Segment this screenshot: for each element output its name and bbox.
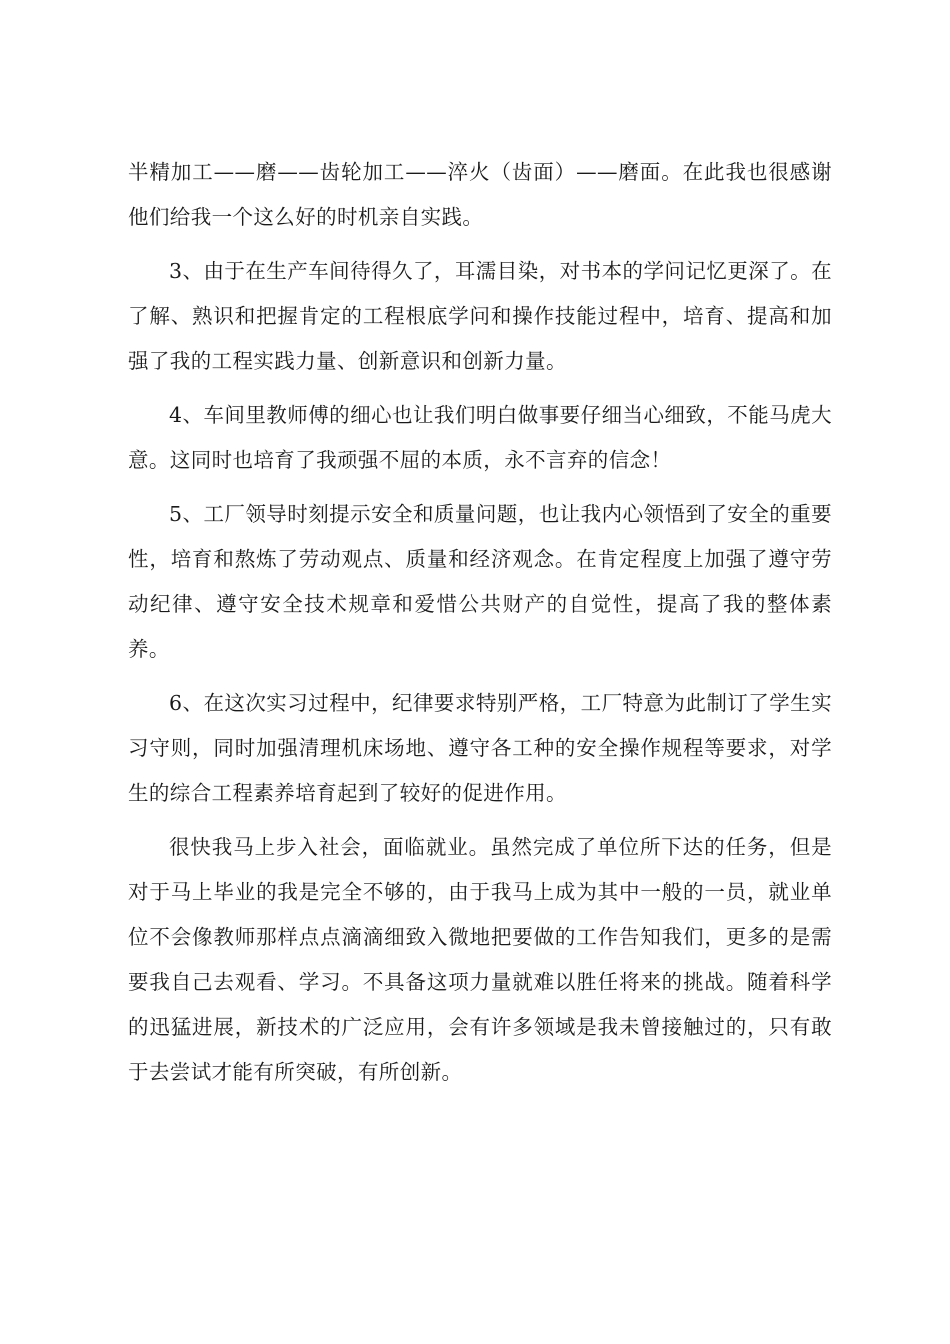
paragraph-continuation: 半精加工——磨——齿轮加工——淬火（齿面）——磨面。在此我也很感谢他们给我一个这么好的时机亲自实践。 xyxy=(128,160,832,229)
paragraph-point-5: 5、工厂领导时刻提示安全和质量问题，也让我内心领悟到了安全的重要性，培育和熬炼了劳动观点、质量和经济观念。在肯定程度上加强了遵守劳动纪律、遵守安全技术规章和爱惜公共财产的自觉性，提高了我的整体素养。 xyxy=(128,502,832,661)
document-page xyxy=(128,150,832,1104)
paragraph-conclusion: 很快我马上步入社会，面临就业。虽然完成了单位所下达的任务，但是对于马上毕业的我是完全不够的，由于我马上成为其中一般的一员，就业单位不会像教师那样点点滴滴细致入微地把要做的工作告知我们，更多的是需要我自己去观看、学习。不具备这项力量就难以胜任将来的挑战。随着科学的迅猛进展，新技术的广泛应用，会有许多领域是我未曾接触过的，只有敢于去尝试才能有所突破，有所创新。 xyxy=(128,835,832,1084)
paragraph-point-6: 6、在这次实习过程中，纪律要求特别严格，工厂特意为此制订了学生实习守则，同时加强清理机床场地、遵守各工种的安全操作规程等要求，对学生的综合工程素养培育起到了较好的促进作用。 xyxy=(128,691,832,805)
paragraph-point-4: 4、车间里教师傅的细心也让我们明白做事要仔细当心细致，不能马虎大意。这同时也培育了我顽强不屈的本质，永不言弃的信念！ xyxy=(128,403,832,472)
paragraph-point-3: 3、由于在生产车间待得久了，耳濡目染，对书本的学问记忆更深了。在了解、熟识和把握肯定的工程根底学问和操作技能过程中，培育、提高和加强了我的工程实践力量、创新意识和创新力量。 xyxy=(128,259,832,373)
